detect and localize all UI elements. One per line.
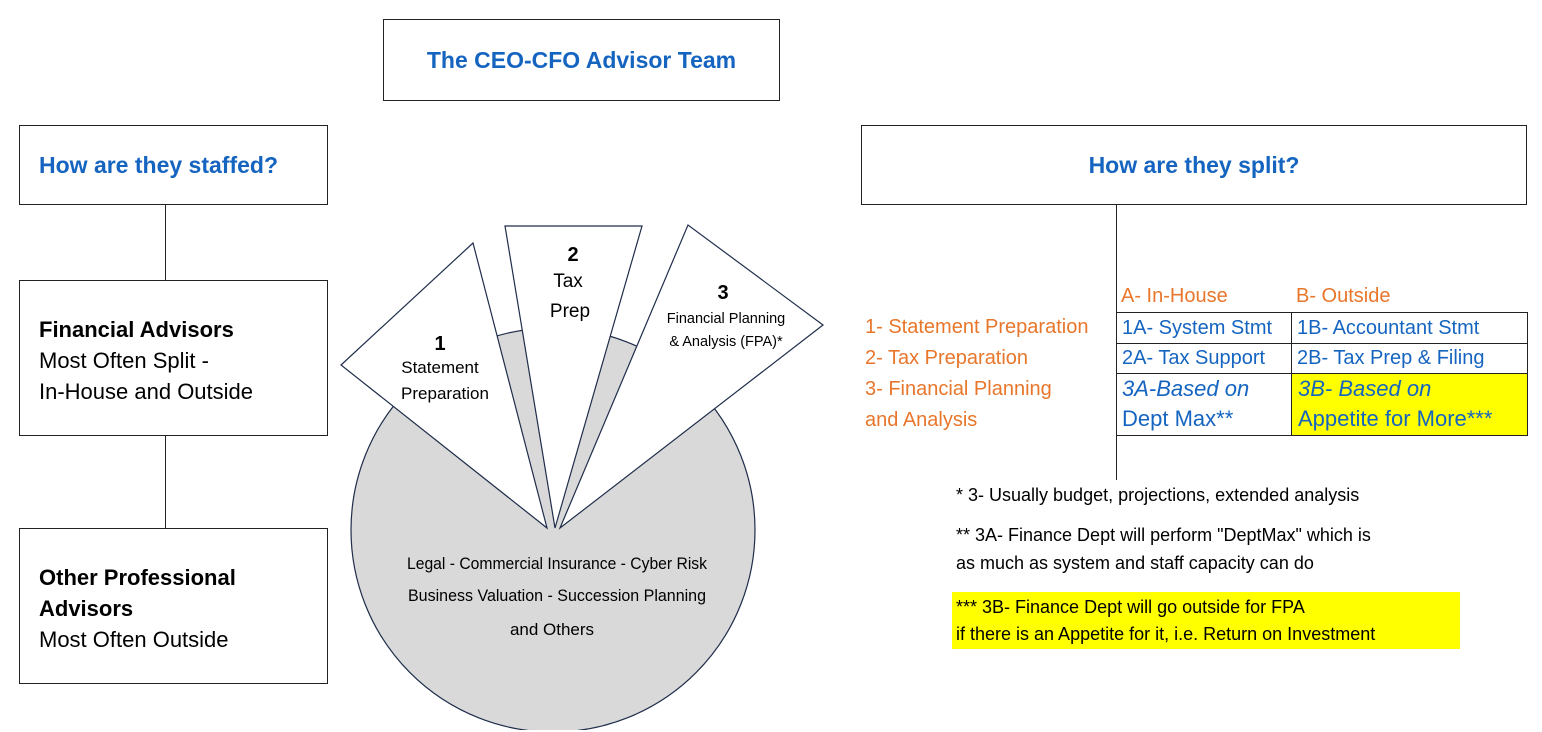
financial-advisors-line2: In-House and Outside [39,379,254,404]
slice-2-number: 2 [567,244,579,266]
staffed-header-box [19,125,328,205]
staffed-header: How are they staffed? [39,151,278,178]
split-header: How are they split? [1088,151,1300,178]
pie-text-line3: and Others [509,620,595,639]
financial-advisors-line1: Most Often Split - [39,348,209,373]
connector-line [165,205,166,280]
note-2-line2: as much as system and staff capacity can do [956,553,1314,573]
row-3-label-1: 3- Financial Planning [865,378,1052,400]
connector-line [165,436,166,528]
cell-2b: 2B- Tax Prep & Filing [1291,343,1527,374]
other-professional-box [19,528,328,684]
slice-3-line2: & Analysis (FPA)* [669,334,783,350]
cell-3a-line2: Dept Max** [1122,406,1234,431]
financial-advisors-box [19,280,328,436]
cell-3b [1292,374,1527,435]
cell-3b-line1: 3B- Based on [1298,376,1432,401]
other-professional-line1: Most Often Outside [39,627,229,652]
slice-1-line2: Preparation [401,384,489,403]
row-1-label: 1- Statement Preparation [865,316,1089,338]
pie-text-line2: Business Valuation - Succession Planning [408,586,706,605]
financial-advisors-title: Financial Advisors [39,317,234,342]
cell-1a: 1A- System Stmt [1116,313,1292,344]
note-1: * 3- Usually budget, projections, extended analysis [956,485,1360,505]
cell-3a-line1: 3A-Based on [1122,376,1250,401]
split-header-box [861,125,1527,205]
cell-2a: 2A- Tax Support [1116,343,1292,374]
other-professional-title-1: Other Professional [39,565,236,590]
slice-2-line1: Tax [553,271,583,292]
cell-1b: 1B- Accountant Stmt [1291,313,1527,344]
cell-3b-line2: Appetite for More*** [1298,406,1493,431]
row-3-label-2: and Analysis [865,409,978,431]
row-2-label: 2- Tax Preparation [865,347,1029,369]
col-a-header: A- In-House [1121,285,1228,307]
pie-diagram [330,210,850,730]
slice-3-number: 3 [717,282,729,304]
slice-1-line1: Statement [401,358,479,377]
note-3-line2: if there is an Appetite for it, i.e. Return on Investment [956,624,1376,644]
slice-3-line1: Financial Planning [666,311,786,327]
note-3-line1: *** 3B- Finance Dept will go outside for FPA [956,597,1305,617]
slice-1-number: 1 [434,333,446,355]
col-b-header: B- Outside [1296,285,1391,307]
title-box [383,19,780,101]
other-professional-title-2: Advisors [39,596,134,621]
pie-text-line1: Legal - Commercial Insurance - Cyber Risk [407,554,708,573]
page-title: The CEO-CFO Advisor Team [426,46,737,73]
slice-2-line2: Prep [549,301,591,322]
cell-3a [1116,374,1292,435]
note-2-line1: ** 3A- Finance Dept will perform "DeptMax" which is [956,525,1371,545]
